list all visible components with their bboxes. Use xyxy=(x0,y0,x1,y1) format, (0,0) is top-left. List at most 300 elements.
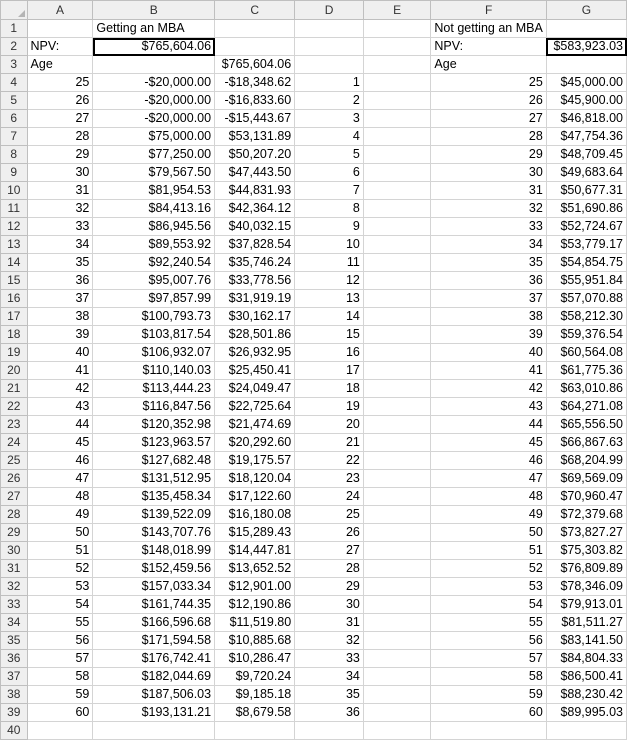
row-header[interactable]: 2 xyxy=(1,38,28,56)
cell-empty[interactable] xyxy=(363,506,431,524)
cell-age-alt[interactable]: 44 xyxy=(431,416,546,434)
cell-present-value[interactable]: -$15,443.67 xyxy=(215,110,295,128)
cell-empty[interactable] xyxy=(363,650,431,668)
cell-present-value[interactable]: $50,207.20 xyxy=(215,146,295,164)
cell-age-alt[interactable]: 26 xyxy=(431,92,546,110)
cell-salary[interactable]: $57,070.88 xyxy=(546,290,626,308)
cell-period[interactable]: 20 xyxy=(295,416,364,434)
cell-salary[interactable]: $65,556.50 xyxy=(546,416,626,434)
cell-age-alt[interactable]: 41 xyxy=(431,362,546,380)
row-header[interactable]: 4 xyxy=(1,74,28,92)
cell-e2[interactable] xyxy=(363,38,431,56)
cell-present-value[interactable]: $24,049.47 xyxy=(215,380,295,398)
cell-present-value[interactable]: $37,828.54 xyxy=(215,236,295,254)
cell-cash-flow[interactable]: $139,522.09 xyxy=(93,506,215,524)
cell-age-alt[interactable]: 58 xyxy=(431,668,546,686)
cell-present-value[interactable]: $31,919.19 xyxy=(215,290,295,308)
cell-present-value[interactable]: $22,725.64 xyxy=(215,398,295,416)
cell-period[interactable]: 14 xyxy=(295,308,364,326)
cell-present-value[interactable]: $47,443.50 xyxy=(215,164,295,182)
cell-period[interactable]: 10 xyxy=(295,236,364,254)
cell-salary[interactable]: $58,212.30 xyxy=(546,308,626,326)
cell-cash-flow[interactable]: $81,954.53 xyxy=(93,182,215,200)
row-header[interactable]: 30 xyxy=(1,542,28,560)
cell-empty[interactable] xyxy=(363,668,431,686)
cell-salary[interactable]: $59,376.54 xyxy=(546,326,626,344)
cell-age-alt[interactable]: 36 xyxy=(431,272,546,290)
cell-age[interactable]: 47 xyxy=(27,470,93,488)
cell-age-alt[interactable]: 40 xyxy=(431,344,546,362)
cell-present-value[interactable]: $25,450.41 xyxy=(215,362,295,380)
cell-c1[interactable] xyxy=(215,20,295,38)
row-header[interactable]: 40 xyxy=(1,722,28,740)
row-header[interactable]: 9 xyxy=(1,164,28,182)
cell-age-alt[interactable]: 46 xyxy=(431,452,546,470)
cell-cash-flow[interactable]: $92,240.54 xyxy=(93,254,215,272)
cell-salary[interactable]: $79,913.01 xyxy=(546,596,626,614)
cell-empty[interactable] xyxy=(363,542,431,560)
cell-salary[interactable]: $83,141.50 xyxy=(546,632,626,650)
row-header[interactable]: 22 xyxy=(1,398,28,416)
cell-salary[interactable]: $72,379.68 xyxy=(546,506,626,524)
cell-e1[interactable] xyxy=(363,20,431,38)
row-header[interactable]: 24 xyxy=(1,434,28,452)
cell-period[interactable]: 2 xyxy=(295,92,364,110)
cell-empty[interactable] xyxy=(363,722,431,740)
cell-age-alt[interactable]: 54 xyxy=(431,596,546,614)
row-header[interactable]: 26 xyxy=(1,470,28,488)
cell-empty[interactable] xyxy=(363,470,431,488)
cell-empty[interactable] xyxy=(363,164,431,182)
cell-b1-section-title[interactable]: Getting an MBA xyxy=(93,20,215,38)
cell-age-alt[interactable]: 45 xyxy=(431,434,546,452)
cell-empty[interactable] xyxy=(363,146,431,164)
cell-empty[interactable] xyxy=(363,74,431,92)
cell-empty[interactable] xyxy=(363,272,431,290)
cell-empty[interactable] xyxy=(363,686,431,704)
cell-present-value[interactable]: -$16,833.60 xyxy=(215,92,295,110)
cell-salary[interactable]: $70,960.47 xyxy=(546,488,626,506)
cell-salary[interactable]: $73,827.27 xyxy=(546,524,626,542)
cell-empty[interactable] xyxy=(363,344,431,362)
cell-period[interactable]: 4 xyxy=(295,128,364,146)
cell-age[interactable]: 57 xyxy=(27,650,93,668)
cell-age[interactable]: 31 xyxy=(27,182,93,200)
cell-cash-flow[interactable]: $100,793.73 xyxy=(93,308,215,326)
row-header[interactable]: 1 xyxy=(1,20,28,38)
row-header[interactable]: 16 xyxy=(1,290,28,308)
cell-d1[interactable] xyxy=(295,20,364,38)
column-header-c[interactable]: C xyxy=(215,1,295,20)
cell-empty[interactable] xyxy=(363,92,431,110)
row-header[interactable]: 21 xyxy=(1,380,28,398)
cell-c3-pv-total[interactable]: $765,604.06 xyxy=(215,56,295,74)
cell-age-alt[interactable]: 47 xyxy=(431,470,546,488)
row-header[interactable]: 18 xyxy=(1,326,28,344)
cell-empty[interactable] xyxy=(363,614,431,632)
cell-a3-age-label[interactable]: Age xyxy=(27,56,93,74)
cell-cash-flow[interactable]: $161,744.35 xyxy=(93,596,215,614)
cell-present-value[interactable]: $12,901.00 xyxy=(215,578,295,596)
cell-age-alt[interactable]: 39 xyxy=(431,326,546,344)
cell-age[interactable]: 55 xyxy=(27,614,93,632)
cell-period[interactable]: 30 xyxy=(295,596,364,614)
cell-cash-flow[interactable]: $84,413.16 xyxy=(93,200,215,218)
cell-age-alt[interactable]: 52 xyxy=(431,560,546,578)
cell-cash-flow[interactable]: $182,044.69 xyxy=(93,668,215,686)
cell-age-alt[interactable]: 27 xyxy=(431,110,546,128)
cell-period[interactable]: 5 xyxy=(295,146,364,164)
cell-age[interactable]: 52 xyxy=(27,560,93,578)
cell-empty[interactable] xyxy=(363,578,431,596)
column-header-e[interactable]: E xyxy=(363,1,431,20)
row-header[interactable]: 3 xyxy=(1,56,28,74)
cell-salary[interactable]: $63,010.86 xyxy=(546,380,626,398)
row-header[interactable]: 28 xyxy=(1,506,28,524)
cell-empty[interactable] xyxy=(363,704,431,722)
cell-age[interactable]: 32 xyxy=(27,200,93,218)
cell-empty[interactable] xyxy=(363,596,431,614)
cell-cash-flow[interactable]: -$20,000.00 xyxy=(93,92,215,110)
row-header[interactable]: 31 xyxy=(1,560,28,578)
cell-age[interactable]: 37 xyxy=(27,290,93,308)
cell-period[interactable]: 15 xyxy=(295,326,364,344)
cell-age[interactable]: 49 xyxy=(27,506,93,524)
cell-b3[interactable] xyxy=(93,56,215,74)
row-header[interactable]: 37 xyxy=(1,668,28,686)
cell-period[interactable]: 26 xyxy=(295,524,364,542)
cell-present-value[interactable]: $35,746.24 xyxy=(215,254,295,272)
cell-salary[interactable]: $66,867.63 xyxy=(546,434,626,452)
cell-f3-age-label[interactable]: Age xyxy=(431,56,546,74)
cell-present-value[interactable]: $42,364.12 xyxy=(215,200,295,218)
cell-empty[interactable] xyxy=(363,398,431,416)
row-header[interactable]: 14 xyxy=(1,254,28,272)
cell-period[interactable]: 28 xyxy=(295,560,364,578)
cell-salary[interactable]: $46,818.00 xyxy=(546,110,626,128)
cell-g2-npv-value[interactable]: $583,923.03 xyxy=(546,38,626,56)
column-header-b[interactable]: B xyxy=(93,1,215,20)
cell-present-value[interactable]: $10,885.68 xyxy=(215,632,295,650)
row-header[interactable]: 27 xyxy=(1,488,28,506)
row-header[interactable]: 20 xyxy=(1,362,28,380)
cell-g3[interactable] xyxy=(546,56,626,74)
cell-age[interactable]: 59 xyxy=(27,686,93,704)
cell-age[interactable]: 28 xyxy=(27,128,93,146)
cell-age[interactable]: 56 xyxy=(27,632,93,650)
cell-present-value[interactable]: $53,131.89 xyxy=(215,128,295,146)
cell-age-alt[interactable]: 25 xyxy=(431,74,546,92)
cell-period[interactable]: 27 xyxy=(295,542,364,560)
cell-empty[interactable] xyxy=(363,524,431,542)
cell-present-value[interactable]: $13,652.52 xyxy=(215,560,295,578)
cell-present-value[interactable]: $11,519.80 xyxy=(215,614,295,632)
cell-empty[interactable] xyxy=(363,128,431,146)
cell-age[interactable]: 39 xyxy=(27,326,93,344)
cell-salary[interactable]: $81,511.27 xyxy=(546,614,626,632)
cell-present-value[interactable]: $33,778.56 xyxy=(215,272,295,290)
cell-d3[interactable] xyxy=(295,56,364,74)
cell-age[interactable]: 42 xyxy=(27,380,93,398)
cell-period[interactable]: 7 xyxy=(295,182,364,200)
cell-age-alt[interactable]: 35 xyxy=(431,254,546,272)
cell-age-alt[interactable]: 53 xyxy=(431,578,546,596)
cell-salary[interactable]: $88,230.42 xyxy=(546,686,626,704)
cell-present-value[interactable]: $18,120.04 xyxy=(215,470,295,488)
cell-empty[interactable] xyxy=(363,452,431,470)
cell-f1-section-title[interactable]: Not getting an MBA xyxy=(431,20,546,38)
row-header[interactable]: 19 xyxy=(1,344,28,362)
row-header[interactable]: 38 xyxy=(1,686,28,704)
cell-period[interactable]: 9 xyxy=(295,218,364,236)
column-header-f[interactable]: F xyxy=(431,1,546,20)
cell-empty[interactable] xyxy=(363,308,431,326)
row-header[interactable]: 11 xyxy=(1,200,28,218)
cell-salary[interactable]: $61,775.36 xyxy=(546,362,626,380)
cell-salary[interactable]: $49,683.64 xyxy=(546,164,626,182)
cell-period[interactable]: 31 xyxy=(295,614,364,632)
cell-salary[interactable]: $78,346.09 xyxy=(546,578,626,596)
cell-age[interactable]: 30 xyxy=(27,164,93,182)
cell-f2-npv-label[interactable]: NPV: xyxy=(431,38,546,56)
cell-salary[interactable]: $84,804.33 xyxy=(546,650,626,668)
cell-period[interactable]: 21 xyxy=(295,434,364,452)
cell-period[interactable]: 29 xyxy=(295,578,364,596)
cell-salary[interactable]: $60,564.08 xyxy=(546,344,626,362)
row-header[interactable]: 15 xyxy=(1,272,28,290)
cell-age-alt[interactable]: 38 xyxy=(431,308,546,326)
cell-empty[interactable] xyxy=(431,722,546,740)
cell-empty[interactable] xyxy=(363,632,431,650)
cell-period[interactable]: 13 xyxy=(295,290,364,308)
cell-salary[interactable]: $51,690.86 xyxy=(546,200,626,218)
cell-period[interactable]: 11 xyxy=(295,254,364,272)
cell-cash-flow[interactable]: $97,857.99 xyxy=(93,290,215,308)
cell-period[interactable]: 3 xyxy=(295,110,364,128)
row-header[interactable]: 36 xyxy=(1,650,28,668)
cell-age-alt[interactable]: 37 xyxy=(431,290,546,308)
cell-age[interactable]: 41 xyxy=(27,362,93,380)
cell-empty[interactable] xyxy=(363,110,431,128)
column-header-d[interactable]: D xyxy=(295,1,364,20)
cell-empty[interactable] xyxy=(215,722,295,740)
cell-salary[interactable]: $68,204.99 xyxy=(546,452,626,470)
cell-a1[interactable] xyxy=(27,20,93,38)
cell-age-alt[interactable]: 34 xyxy=(431,236,546,254)
cell-empty[interactable] xyxy=(363,560,431,578)
cell-present-value[interactable]: $19,175.57 xyxy=(215,452,295,470)
cell-c2[interactable] xyxy=(215,38,295,56)
cell-cash-flow[interactable]: $77,250.00 xyxy=(93,146,215,164)
cell-cash-flow[interactable]: $110,140.03 xyxy=(93,362,215,380)
cell-cash-flow[interactable]: $127,682.48 xyxy=(93,452,215,470)
cell-period[interactable]: 25 xyxy=(295,506,364,524)
row-header[interactable]: 12 xyxy=(1,218,28,236)
cell-empty[interactable] xyxy=(363,380,431,398)
cell-salary[interactable]: $45,900.00 xyxy=(546,92,626,110)
cell-period[interactable]: 36 xyxy=(295,704,364,722)
cell-age-alt[interactable]: 28 xyxy=(431,128,546,146)
cell-salary[interactable]: $55,951.84 xyxy=(546,272,626,290)
cell-age-alt[interactable]: 50 xyxy=(431,524,546,542)
cell-age[interactable]: 40 xyxy=(27,344,93,362)
cell-empty[interactable] xyxy=(363,434,431,452)
cell-cash-flow[interactable]: $166,596.68 xyxy=(93,614,215,632)
cell-empty[interactable] xyxy=(363,326,431,344)
cell-age[interactable]: 45 xyxy=(27,434,93,452)
row-header[interactable]: 8 xyxy=(1,146,28,164)
cell-age-alt[interactable]: 60 xyxy=(431,704,546,722)
cell-age-alt[interactable]: 33 xyxy=(431,218,546,236)
cell-salary[interactable]: $47,754.36 xyxy=(546,128,626,146)
row-header[interactable]: 39 xyxy=(1,704,28,722)
cell-cash-flow[interactable]: $79,567.50 xyxy=(93,164,215,182)
cell-salary[interactable]: $50,677.31 xyxy=(546,182,626,200)
cell-present-value[interactable]: $10,286.47 xyxy=(215,650,295,668)
cell-salary[interactable]: $53,779.17 xyxy=(546,236,626,254)
cell-salary[interactable]: $52,724.67 xyxy=(546,218,626,236)
cell-age[interactable]: 46 xyxy=(27,452,93,470)
cell-cash-flow[interactable]: $116,847.56 xyxy=(93,398,215,416)
cell-period[interactable]: 22 xyxy=(295,452,364,470)
cell-present-value[interactable]: $21,474.69 xyxy=(215,416,295,434)
cell-salary[interactable]: $86,500.41 xyxy=(546,668,626,686)
cell-age[interactable]: 60 xyxy=(27,704,93,722)
cell-present-value[interactable]: -$18,348.62 xyxy=(215,74,295,92)
cell-period[interactable]: 18 xyxy=(295,380,364,398)
row-header[interactable]: 6 xyxy=(1,110,28,128)
cell-age[interactable]: 33 xyxy=(27,218,93,236)
cell-a2-npv-label[interactable]: NPV: xyxy=(27,38,93,56)
cell-period[interactable]: 32 xyxy=(295,632,364,650)
row-header[interactable]: 25 xyxy=(1,452,28,470)
cell-period[interactable]: 33 xyxy=(295,650,364,668)
cell-period[interactable]: 23 xyxy=(295,470,364,488)
cell-age[interactable]: 54 xyxy=(27,596,93,614)
cell-age[interactable]: 51 xyxy=(27,542,93,560)
cell-period[interactable]: 1 xyxy=(295,74,364,92)
cell-cash-flow[interactable]: $152,459.56 xyxy=(93,560,215,578)
cell-empty[interactable] xyxy=(363,182,431,200)
cell-cash-flow[interactable]: $86,945.56 xyxy=(93,218,215,236)
cell-salary[interactable]: $48,709.45 xyxy=(546,146,626,164)
cell-cash-flow[interactable]: $157,033.34 xyxy=(93,578,215,596)
row-header[interactable]: 23 xyxy=(1,416,28,434)
cell-present-value[interactable]: $15,289.43 xyxy=(215,524,295,542)
cell-cash-flow[interactable]: $120,352.98 xyxy=(93,416,215,434)
cell-cash-flow[interactable]: -$20,000.00 xyxy=(93,74,215,92)
cell-cash-flow[interactable]: $176,742.41 xyxy=(93,650,215,668)
cell-age-alt[interactable]: 32 xyxy=(431,200,546,218)
cell-period[interactable]: 34 xyxy=(295,668,364,686)
cell-period[interactable]: 19 xyxy=(295,398,364,416)
cell-b2-npv-value[interactable]: $765,604.06 xyxy=(93,38,215,56)
cell-age-alt[interactable]: 57 xyxy=(431,650,546,668)
row-header[interactable]: 5 xyxy=(1,92,28,110)
cell-age-alt[interactable]: 49 xyxy=(431,506,546,524)
cell-period[interactable]: 12 xyxy=(295,272,364,290)
cell-cash-flow[interactable]: $123,963.57 xyxy=(93,434,215,452)
cell-age-alt[interactable]: 31 xyxy=(431,182,546,200)
row-header[interactable]: 35 xyxy=(1,632,28,650)
cell-empty[interactable] xyxy=(27,722,93,740)
cell-age-alt[interactable]: 42 xyxy=(431,380,546,398)
cell-present-value[interactable]: $8,679.58 xyxy=(215,704,295,722)
cell-present-value[interactable]: $9,185.18 xyxy=(215,686,295,704)
row-header[interactable]: 13 xyxy=(1,236,28,254)
cell-age[interactable]: 36 xyxy=(27,272,93,290)
row-header[interactable]: 10 xyxy=(1,182,28,200)
cell-salary[interactable]: $64,271.08 xyxy=(546,398,626,416)
row-header[interactable]: 32 xyxy=(1,578,28,596)
cell-age[interactable]: 43 xyxy=(27,398,93,416)
cell-present-value[interactable]: $9,720.24 xyxy=(215,668,295,686)
cell-cash-flow[interactable]: $187,506.03 xyxy=(93,686,215,704)
cell-age[interactable]: 25 xyxy=(27,74,93,92)
cell-cash-flow[interactable]: $131,512.95 xyxy=(93,470,215,488)
cell-present-value[interactable]: $16,180.08 xyxy=(215,506,295,524)
row-header[interactable]: 7 xyxy=(1,128,28,146)
cell-age-alt[interactable]: 48 xyxy=(431,488,546,506)
cell-present-value[interactable]: $30,162.17 xyxy=(215,308,295,326)
cell-empty[interactable] xyxy=(363,416,431,434)
cell-salary[interactable]: $75,303.82 xyxy=(546,542,626,560)
cell-empty[interactable] xyxy=(295,722,364,740)
cell-age[interactable]: 34 xyxy=(27,236,93,254)
cell-age[interactable]: 48 xyxy=(27,488,93,506)
cell-present-value[interactable]: $28,501.86 xyxy=(215,326,295,344)
cell-present-value[interactable]: $40,032.15 xyxy=(215,218,295,236)
cell-age[interactable]: 44 xyxy=(27,416,93,434)
cell-present-value[interactable]: $14,447.81 xyxy=(215,542,295,560)
cell-cash-flow[interactable]: $113,444.23 xyxy=(93,380,215,398)
cell-age-alt[interactable]: 59 xyxy=(431,686,546,704)
cell-present-value[interactable]: $44,831.93 xyxy=(215,182,295,200)
cell-g1[interactable] xyxy=(546,20,626,38)
cell-cash-flow[interactable]: $148,018.99 xyxy=(93,542,215,560)
cell-age[interactable]: 38 xyxy=(27,308,93,326)
cell-empty[interactable] xyxy=(363,362,431,380)
cell-period[interactable]: 35 xyxy=(295,686,364,704)
cell-cash-flow[interactable]: $103,817.54 xyxy=(93,326,215,344)
cell-empty[interactable] xyxy=(546,722,626,740)
cell-period[interactable]: 8 xyxy=(295,200,364,218)
cell-period[interactable]: 24 xyxy=(295,488,364,506)
cell-salary[interactable]: $76,809.89 xyxy=(546,560,626,578)
cell-age-alt[interactable]: 30 xyxy=(431,164,546,182)
cell-period[interactable]: 16 xyxy=(295,344,364,362)
row-header[interactable]: 34 xyxy=(1,614,28,632)
cell-d2[interactable] xyxy=(295,38,364,56)
cell-cash-flow[interactable]: $95,007.76 xyxy=(93,272,215,290)
row-header[interactable]: 17 xyxy=(1,308,28,326)
cell-cash-flow[interactable]: $135,458.34 xyxy=(93,488,215,506)
cell-cash-flow[interactable]: $193,131.21 xyxy=(93,704,215,722)
select-all-corner[interactable] xyxy=(1,1,28,20)
cell-age[interactable]: 35 xyxy=(27,254,93,272)
cell-salary[interactable]: $45,000.00 xyxy=(546,74,626,92)
cell-empty[interactable] xyxy=(363,236,431,254)
cell-cash-flow[interactable]: $89,553.92 xyxy=(93,236,215,254)
cell-empty[interactable] xyxy=(93,722,215,740)
cell-salary[interactable]: $54,854.75 xyxy=(546,254,626,272)
cell-period[interactable]: 17 xyxy=(295,362,364,380)
cell-empty[interactable] xyxy=(363,200,431,218)
cell-cash-flow[interactable]: -$20,000.00 xyxy=(93,110,215,128)
cell-age-alt[interactable]: 29 xyxy=(431,146,546,164)
row-header[interactable]: 33 xyxy=(1,596,28,614)
column-header-g[interactable]: G xyxy=(546,1,626,20)
